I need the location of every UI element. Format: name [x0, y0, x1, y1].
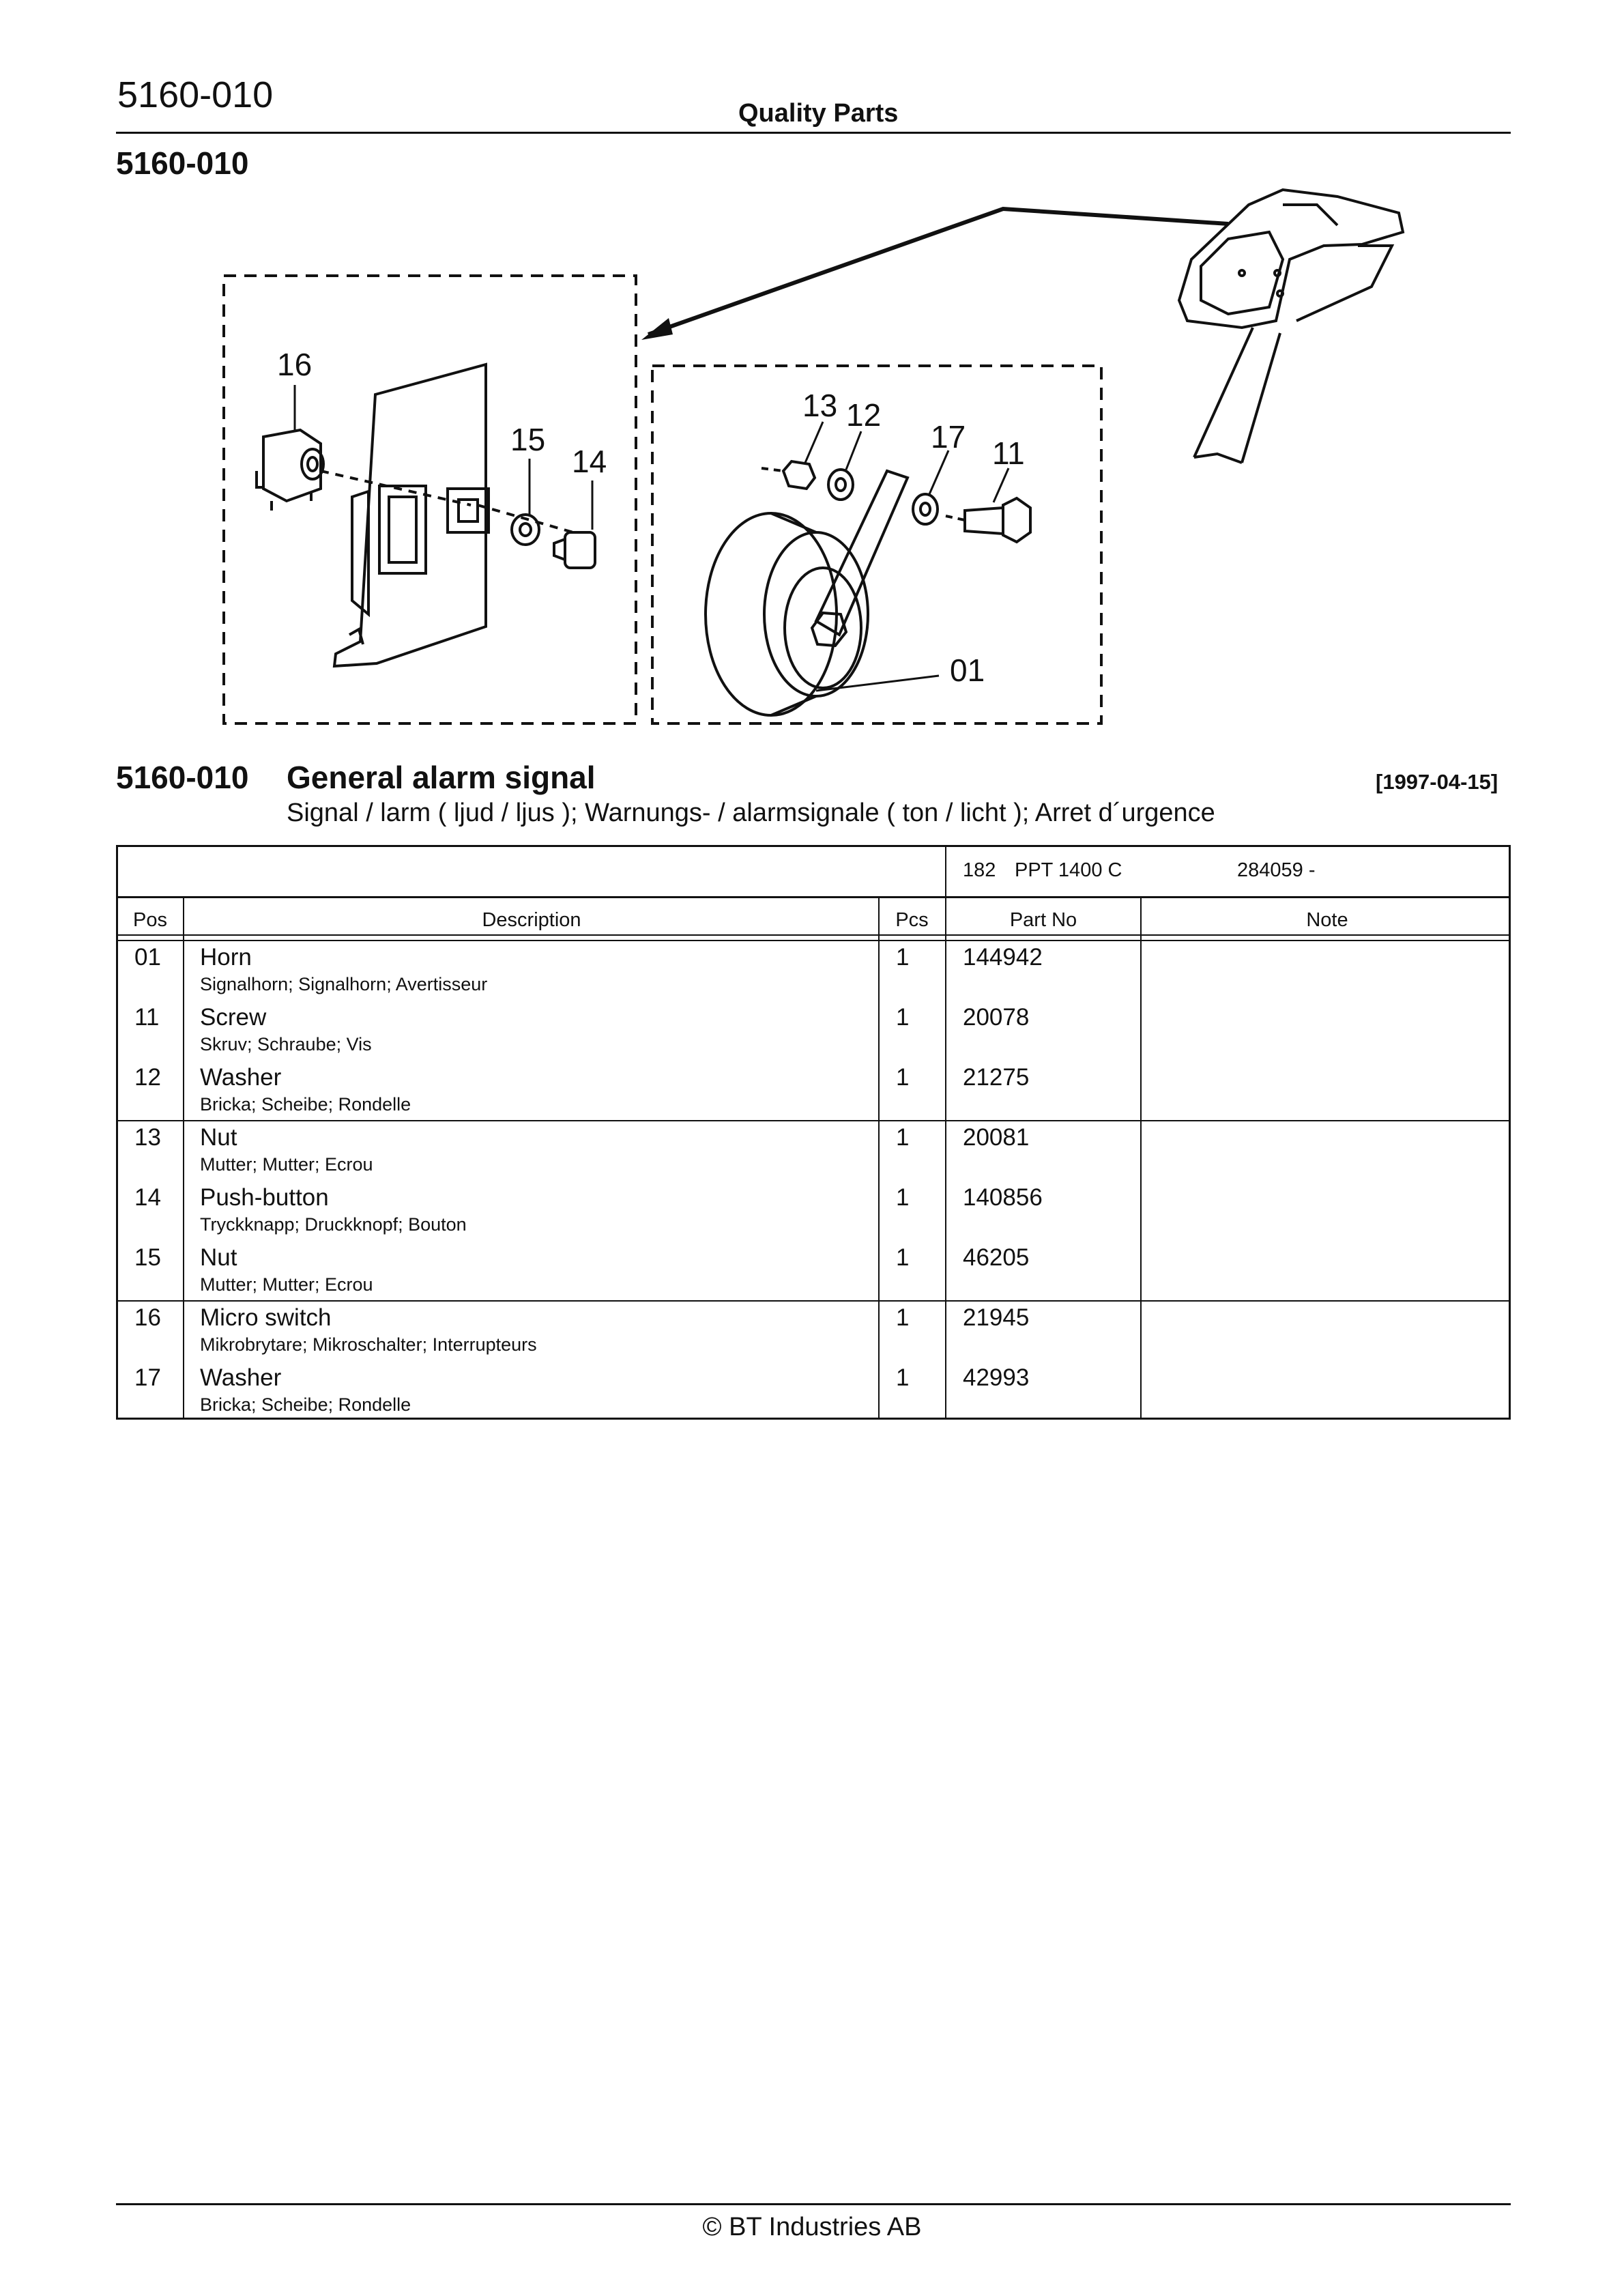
callout-17: 17 — [931, 419, 966, 455]
parts-table — [116, 845, 1511, 1420]
row-translation: Bricka; Scheibe; Rondelle — [200, 1394, 411, 1415]
col-header-description: Description — [482, 909, 581, 931]
row-pcs: 1 — [896, 1004, 910, 1031]
row-translation: Tryckknapp; Druckknopf; Bouton — [200, 1214, 467, 1235]
row-translation: Bricka; Scheibe; Rondelle — [200, 1094, 411, 1115]
row-pcs: 1 — [896, 1304, 910, 1331]
callout-12: 12 — [846, 397, 882, 433]
callout-14: 14 — [572, 444, 607, 479]
callout-15: 15 — [510, 422, 546, 457]
row-name: Screw — [200, 1004, 267, 1031]
row-translation: Mikrobrytare; Mikroschalter; Interrupteurs — [200, 1334, 537, 1355]
row-partno: 46205 — [963, 1244, 1030, 1271]
row-name: Micro switch — [200, 1304, 332, 1331]
row-partno: 20081 — [963, 1124, 1030, 1151]
meta-serial: 284059 - — [1237, 859, 1316, 881]
header-code: 5160-010 — [117, 74, 274, 115]
meta-number: 182 — [963, 859, 996, 881]
row-pos: 13 — [134, 1124, 161, 1151]
washer-17-drawing — [913, 494, 938, 524]
col-header-partno: Part No — [1009, 909, 1077, 931]
row-name: Horn — [200, 944, 252, 971]
row-pcs: 1 — [896, 1364, 910, 1391]
row-partno: 144942 — [963, 944, 1043, 971]
row-pcs: 1 — [896, 1244, 910, 1271]
row-pcs: 1 — [896, 1064, 910, 1091]
page-title: General alarm signal — [287, 760, 596, 795]
screw-11-drawing — [965, 498, 1030, 542]
row-pcs: 1 — [896, 944, 910, 971]
col-header-pos: Pos — [133, 909, 167, 931]
callout-13: 13 — [802, 388, 838, 423]
row-name: Washer — [200, 1064, 282, 1091]
title-date: [1997-04-15] — [1376, 770, 1498, 794]
row-name: Washer — [200, 1364, 282, 1391]
nut-13-drawing — [783, 461, 815, 489]
header-brand: Quality Parts — [738, 99, 899, 128]
col-header-note: Note — [1306, 909, 1348, 931]
footer-rule — [116, 2203, 1511, 2205]
micro-switch-drawing — [257, 430, 323, 511]
row-pos: 12 — [134, 1064, 161, 1091]
row-pos: 14 — [134, 1184, 161, 1211]
col-header-pcs: Pcs — [895, 909, 929, 931]
row-pos: 16 — [134, 1304, 161, 1331]
meta-model: PPT 1400 C — [1015, 859, 1122, 881]
arrow-head — [641, 318, 673, 340]
row-name: Push-button — [200, 1184, 329, 1211]
row-pos: 11 — [134, 1004, 160, 1031]
exploded-parts-diagram — [0, 0, 1624, 751]
row-name: Nut — [200, 1124, 237, 1151]
row-pos: 15 — [134, 1244, 161, 1271]
row-translation: Mutter; Mutter; Ecrou — [200, 1154, 373, 1175]
row-pcs: 1 — [896, 1184, 910, 1211]
truck-handle-drawing — [1179, 190, 1403, 463]
row-translation: Skruv; Schraube; Vis — [200, 1034, 372, 1054]
callout-16: 16 — [277, 347, 313, 382]
mounting-plate-drawing — [334, 364, 489, 666]
horn-drawing — [706, 471, 908, 715]
row-partno: 21945 — [963, 1304, 1030, 1331]
row-name: Nut — [200, 1244, 237, 1271]
row-pos: 17 — [134, 1364, 161, 1391]
push-button-drawing — [554, 532, 595, 568]
row-partno: 21275 — [963, 1064, 1030, 1091]
washer-12-drawing — [828, 470, 853, 500]
section-code: 5160-010 — [116, 145, 249, 181]
row-partno: 42993 — [963, 1364, 1030, 1391]
footer-copyright: © BT Industries AB — [702, 2213, 922, 2241]
row-pos: 01 — [134, 944, 161, 971]
title-subtitle: Signal / larm ( ljud / ljus ); Warnungs- / alarmsignale ( ton / licht ); Arret d´urgence — [287, 799, 1215, 827]
pointer-arrow — [648, 209, 1228, 334]
callout-01: 01 — [950, 652, 985, 688]
callout-11: 11 — [992, 435, 1025, 471]
row-partno: 140856 — [963, 1184, 1043, 1211]
row-translation: Signalhorn; Signalhorn; Avertisseur — [200, 974, 488, 994]
title-code: 5160-010 — [116, 760, 249, 795]
row-partno: 20078 — [963, 1004, 1030, 1031]
row-pcs: 1 — [896, 1124, 910, 1151]
row-translation: Mutter; Mutter; Ecrou — [200, 1274, 373, 1295]
